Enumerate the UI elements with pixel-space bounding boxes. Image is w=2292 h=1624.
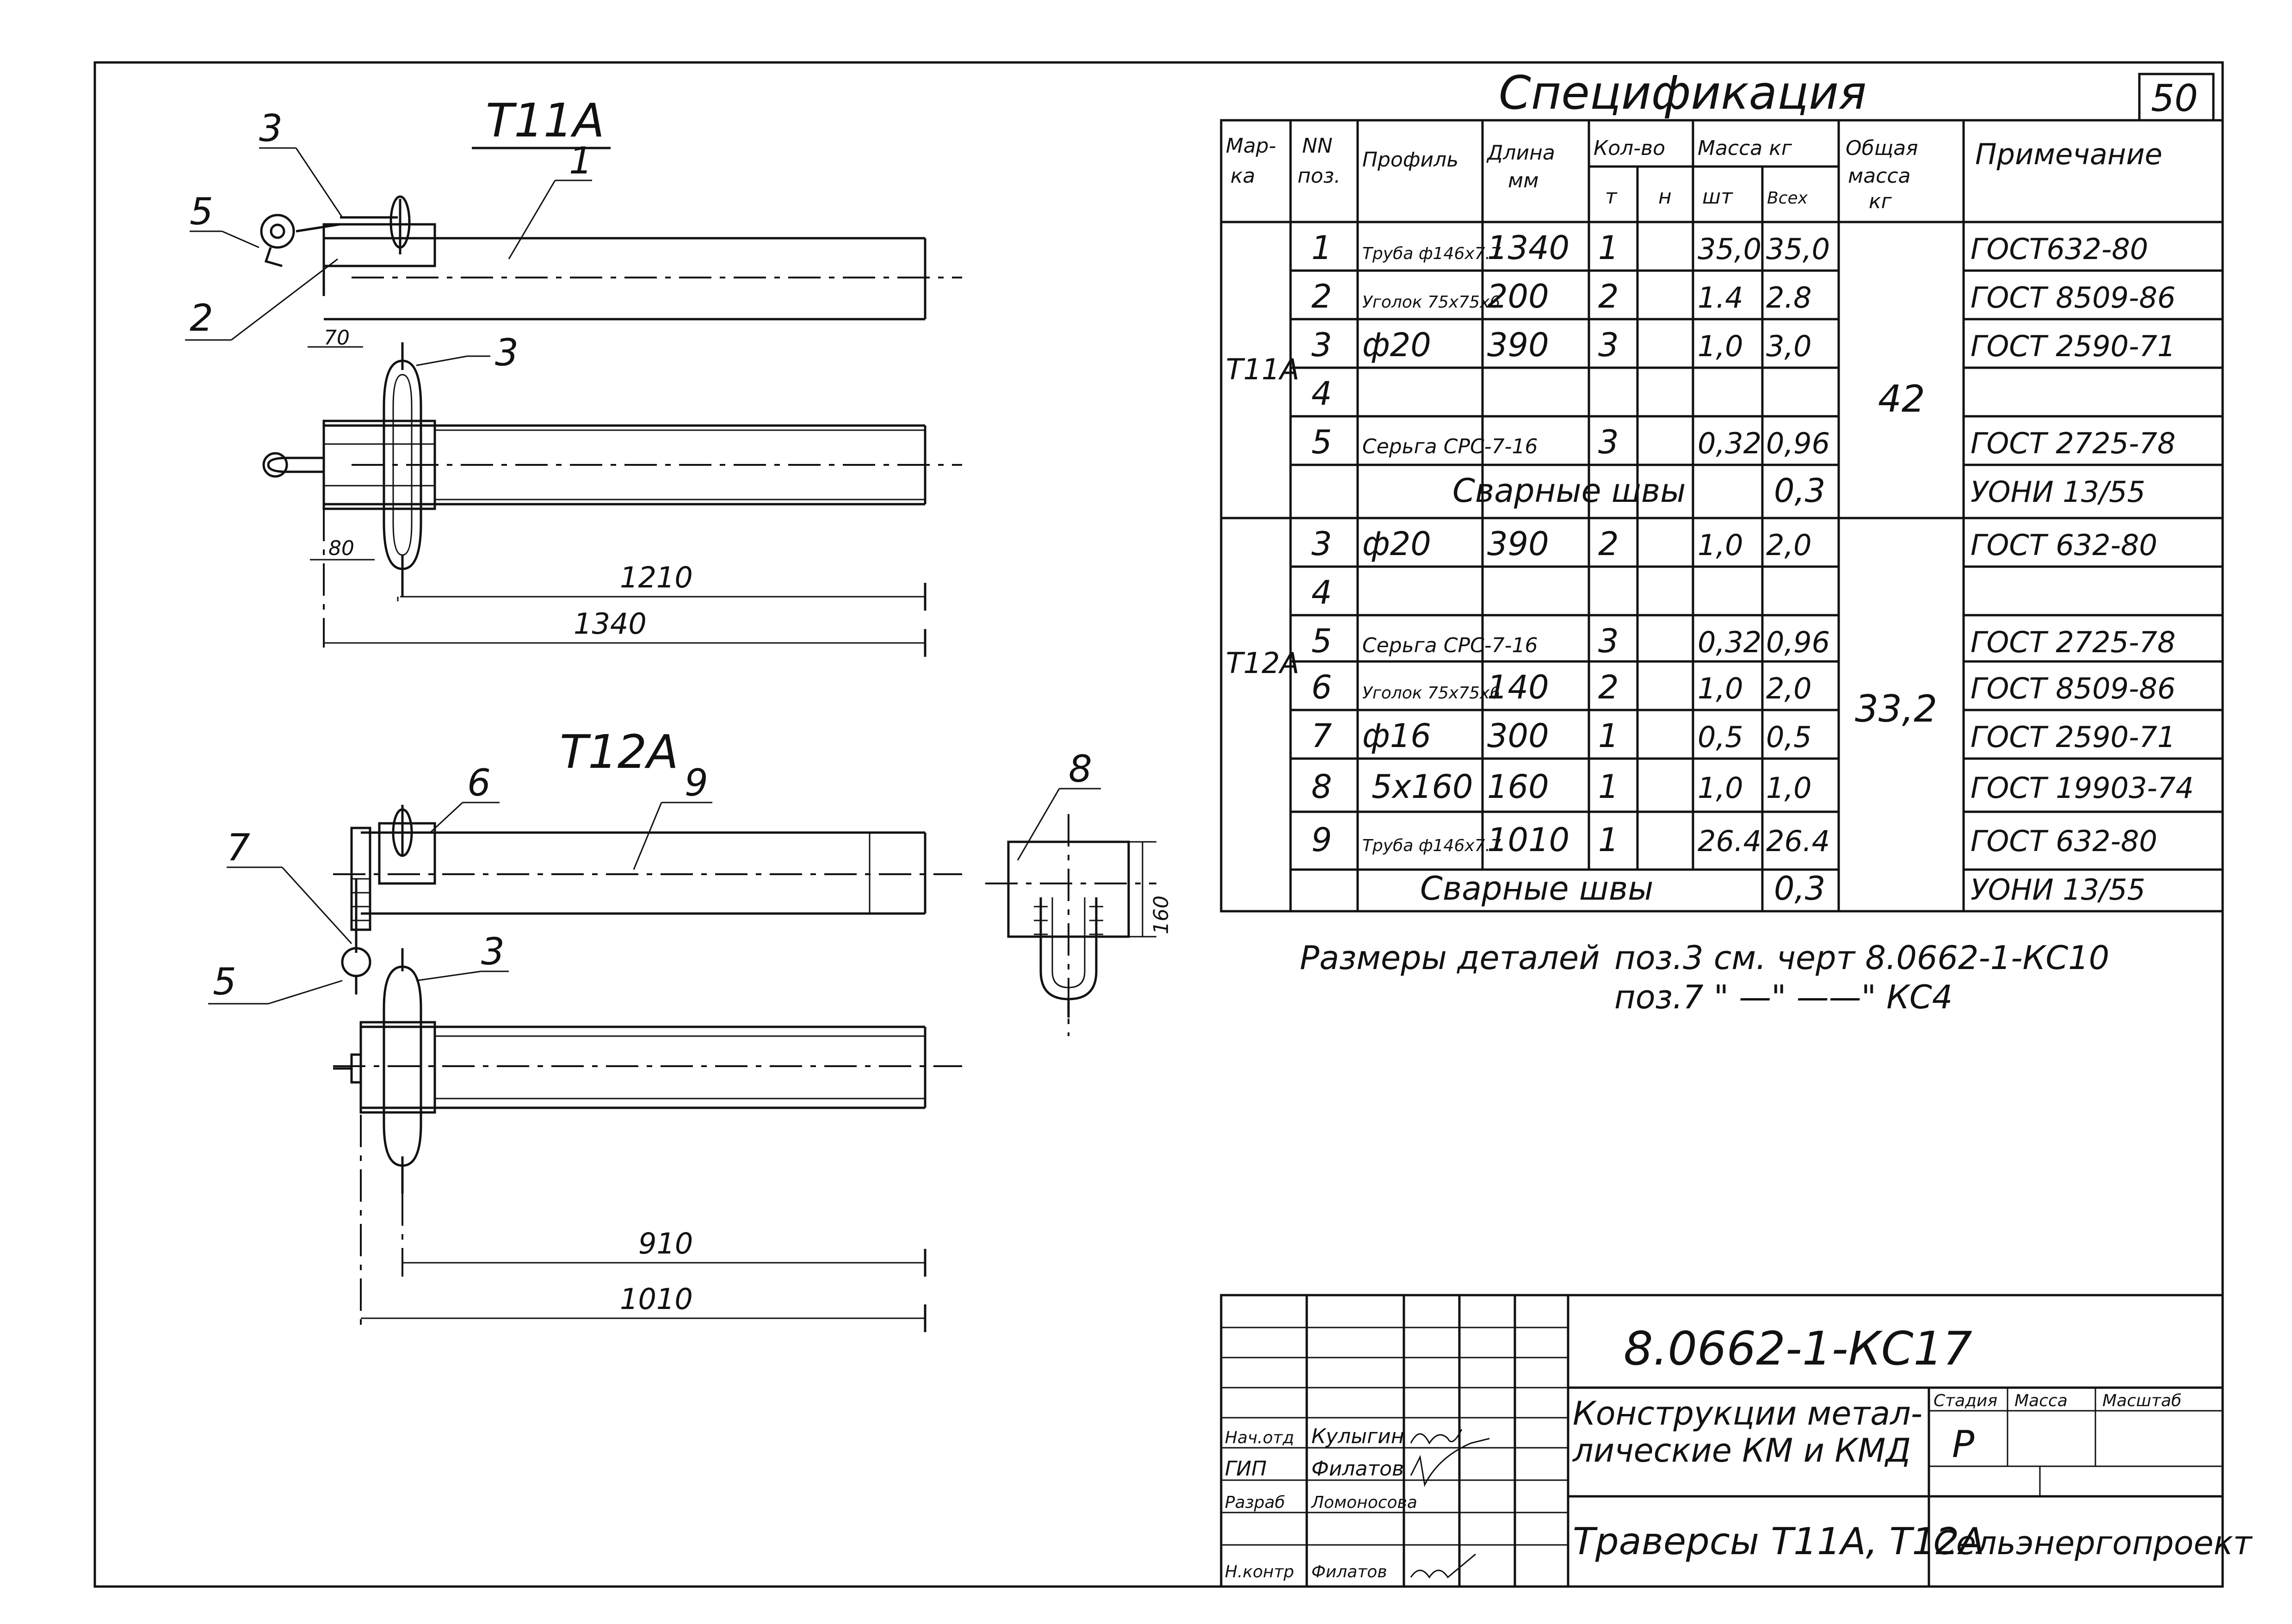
svg-text:35,0: 35,0	[1698, 232, 1762, 266]
svg-text:2: 2	[1598, 668, 1619, 706]
svg-text:7: 7	[227, 826, 250, 869]
svg-text:4: 4	[1311, 574, 1332, 611]
svg-text:3: 3	[1598, 622, 1619, 660]
svg-text:1,0: 1,0	[1698, 329, 1743, 363]
svg-text:Н.контр: Н.контр	[1225, 1562, 1294, 1581]
spec-title: Спецификация	[1499, 66, 1867, 120]
svg-text:390: 390	[1487, 326, 1549, 364]
svg-text:6: 6	[1311, 668, 1332, 706]
hdr-qty-n: н	[1658, 185, 1672, 209]
svg-text:7: 7	[1311, 717, 1332, 755]
svg-text:Ломоносова: Ломоносова	[1311, 1493, 1417, 1512]
signature-4	[1411, 1554, 1476, 1577]
svg-text:2: 2	[190, 296, 213, 340]
svg-text:Филатов: Филатов	[1311, 1457, 1404, 1481]
hdr-total: Общая	[1846, 136, 1918, 160]
drawing-t11a	[185, 93, 962, 657]
svg-text:Серьга СРС-7-16: Серьга СРС-7-16	[1362, 435, 1538, 458]
svg-text:3: 3	[495, 331, 519, 374]
svg-text:35,0: 35,0	[1766, 232, 1830, 266]
svg-text:УОНИ 13/55: УОНИ 13/55	[1971, 475, 2145, 509]
svg-text:3,0: 3,0	[1766, 329, 1812, 363]
hdr-marka: Мар-	[1226, 134, 1276, 158]
svg-text:ГОСТ 19903-74: ГОСТ 19903-74	[1971, 771, 2194, 805]
svg-text:0,96: 0,96	[1766, 426, 1830, 460]
svg-text:2.8: 2.8	[1766, 281, 1812, 315]
hdr-pos: NN	[1302, 134, 1333, 158]
svg-text:кг: кг	[1869, 190, 1892, 213]
svg-text:1,0: 1,0	[1698, 528, 1743, 562]
spec-table	[1221, 66, 2223, 911]
svg-text:5: 5	[1311, 622, 1332, 660]
svg-text:2: 2	[1598, 525, 1619, 563]
hdr-mass-sht: шт	[1702, 185, 1733, 209]
welds-t12a: Сварные швы	[1420, 870, 1654, 908]
svg-text:УОНИ 13/55: УОНИ 13/55	[1971, 873, 2145, 907]
svg-text:Труба ф146х7.7: Труба ф146х7.7	[1362, 244, 1501, 263]
svg-text:Филатов: Филатов	[1311, 1562, 1387, 1581]
svg-text:0,32: 0,32	[1698, 625, 1762, 659]
hdr-mass: Масса кг	[1698, 136, 1792, 160]
svg-text:Уголок 75х75х6: Уголок 75х75х6	[1362, 293, 1501, 312]
welds-t11a: Сварные швы	[1452, 472, 1686, 510]
svg-text:Нач.отд: Нач.отд	[1225, 1428, 1294, 1447]
svg-text:ГОСТ 632-80: ГОСТ 632-80	[1971, 824, 2157, 858]
svg-text:ф20: ф20	[1362, 525, 1431, 563]
signature-2	[1411, 1439, 1489, 1485]
svg-text:1: 1	[569, 139, 593, 182]
t11a-title: Т11А	[486, 93, 605, 148]
svg-text:ка: ка	[1230, 164, 1255, 188]
svg-text:1010: 1010	[1487, 821, 1570, 859]
svg-text:0,5: 0,5	[1698, 720, 1743, 754]
svg-text:9: 9	[1311, 821, 1332, 859]
svg-text:160: 160	[1487, 768, 1549, 806]
svg-text:ГОСТ 2590-71: ГОСТ 2590-71	[1971, 329, 2176, 363]
svg-text:3: 3	[1598, 423, 1619, 461]
spec-group-t12a	[1221, 525, 2223, 911]
svg-text:ГОСТ 2590-71: ГОСТ 2590-71	[1971, 720, 2176, 754]
svg-text:80: 80	[328, 537, 354, 560]
svg-text:ГОСТ 8509-86: ГОСТ 8509-86	[1971, 672, 2176, 705]
mass-label: Масса	[2014, 1391, 2068, 1410]
svg-text:5: 5	[190, 190, 213, 233]
svg-text:масса: масса	[1848, 164, 1911, 188]
svg-text:5: 5	[1311, 423, 1332, 461]
svg-text:1210: 1210	[620, 561, 693, 594]
note-line-2: поз.7 " —" ——" КС4	[1614, 978, 1953, 1016]
svg-text:5х160: 5х160	[1371, 768, 1473, 806]
svg-text:160: 160	[1149, 895, 1173, 934]
svg-text:140: 140	[1487, 668, 1549, 706]
svg-text:1: 1	[1598, 717, 1619, 755]
svg-text:8: 8	[1069, 747, 1092, 790]
hdr-qty-t: т	[1605, 185, 1617, 209]
title-block	[1221, 1295, 2253, 1587]
hdr-note: Примечание	[1975, 137, 2162, 171]
svg-text:0,3: 0,3	[1774, 870, 1826, 908]
svg-text:Уголок 75х75х6: Уголок 75х75х6	[1362, 684, 1501, 703]
svg-text:ф16: ф16	[1362, 717, 1431, 755]
svg-text:1: 1	[1598, 768, 1619, 806]
total-t12a: 33,2	[1855, 687, 1938, 730]
note-line-1: поз.3 см. черт 8.0662-1-КС10	[1614, 939, 2110, 977]
svg-text:200: 200	[1487, 278, 1549, 315]
svg-text:9: 9	[685, 761, 708, 804]
svg-text:Разраб: Разраб	[1225, 1493, 1285, 1512]
total-t11a: 42	[1878, 377, 1925, 420]
svg-text:ГОСТ 2725-78: ГОСТ 2725-78	[1971, 426, 2176, 460]
svg-text:3: 3	[1311, 326, 1332, 364]
hdr-qty: Кол-во	[1594, 136, 1666, 160]
svg-text:2: 2	[1598, 278, 1619, 315]
svg-text:8: 8	[1311, 768, 1332, 806]
object-name-2: лические КМ и КМД	[1573, 1432, 1911, 1470]
svg-text:0,32: 0,32	[1698, 426, 1762, 460]
svg-text:0,5: 0,5	[1766, 720, 1812, 754]
marka-t11a: Т11А	[1226, 352, 1300, 386]
svg-text:1: 1	[1311, 229, 1332, 267]
drawing-t12a	[208, 725, 1173, 1332]
svg-text:3: 3	[259, 107, 283, 150]
signature-1	[1411, 1429, 1462, 1443]
hdr-profile: Профиль	[1362, 148, 1459, 172]
spec-group-t11a	[1221, 229, 2223, 518]
svg-text:0,3: 0,3	[1774, 472, 1826, 510]
svg-text:300: 300	[1487, 717, 1549, 755]
t12a-title: Т12А	[560, 725, 679, 779]
note-label: Размеры деталей	[1300, 939, 1600, 977]
svg-text:ГОСТ 8509-86: ГОСТ 8509-86	[1971, 281, 2176, 315]
svg-text:ГОСТ 2725-78: ГОСТ 2725-78	[1971, 625, 2176, 659]
svg-text:5: 5	[213, 960, 236, 1003]
svg-text:2,0: 2,0	[1766, 528, 1812, 562]
object-name-1: Конструкции метал-	[1573, 1395, 1923, 1433]
svg-text:1340: 1340	[574, 607, 647, 641]
svg-text:ф20: ф20	[1362, 326, 1431, 364]
svg-text:910: 910	[638, 1227, 693, 1260]
svg-text:ГОСТ632-80: ГОСТ632-80	[1971, 232, 2149, 266]
svg-text:поз.: поз.	[1297, 164, 1341, 188]
svg-text:70: 70	[324, 326, 350, 350]
svg-text:3: 3	[1311, 525, 1332, 563]
svg-text:ГОСТ 632-80: ГОСТ 632-80	[1971, 528, 2157, 562]
hdr-length: Длина	[1487, 141, 1555, 165]
stage-value: Р	[1952, 1423, 1975, 1466]
sheet-name: Траверсы Т11А, Т12А	[1573, 1520, 1985, 1563]
svg-text:1,0: 1,0	[1766, 771, 1812, 805]
svg-text:4: 4	[1311, 375, 1332, 413]
svg-text:26.4: 26.4	[1766, 824, 1830, 858]
svg-text:26.4: 26.4	[1698, 824, 1762, 858]
svg-text:390: 390	[1487, 525, 1549, 563]
svg-text:1.4: 1.4	[1698, 281, 1743, 315]
svg-text:0,96: 0,96	[1766, 625, 1830, 659]
hdr-mass-all: Всех	[1767, 189, 1808, 208]
sheet-number: 50	[2151, 77, 2198, 120]
svg-text:3: 3	[481, 930, 505, 973]
svg-text:Труба ф146х7.7: Труба ф146х7.7	[1362, 836, 1501, 855]
doc-code: 8.0662-1-КС17	[1624, 1321, 1972, 1376]
svg-text:1,0: 1,0	[1698, 771, 1743, 805]
svg-text:Кулыгин: Кулыгин	[1311, 1425, 1404, 1448]
svg-text:Серьга СРС-7-16: Серьга СРС-7-16	[1362, 634, 1538, 657]
org-name: Сельэнергопроект	[1934, 1524, 2252, 1562]
notes	[1300, 939, 2109, 1016]
svg-text:ГИП: ГИП	[1225, 1457, 1267, 1481]
svg-text:мм: мм	[1508, 169, 1539, 192]
svg-text:1: 1	[1598, 821, 1619, 859]
svg-text:6: 6	[467, 761, 491, 804]
scale-label: Масштаб	[2102, 1391, 2182, 1410]
svg-text:3: 3	[1598, 326, 1619, 364]
svg-text:1,0: 1,0	[1698, 672, 1743, 705]
marka-t12a: Т12А	[1226, 646, 1300, 680]
svg-text:1: 1	[1598, 229, 1619, 267]
svg-text:1340: 1340	[1487, 229, 1570, 267]
stage-label: Стадия	[1934, 1391, 1998, 1410]
svg-text:2,0: 2,0	[1766, 672, 1812, 705]
svg-text:2: 2	[1311, 278, 1332, 315]
svg-text:1010: 1010	[620, 1282, 693, 1316]
